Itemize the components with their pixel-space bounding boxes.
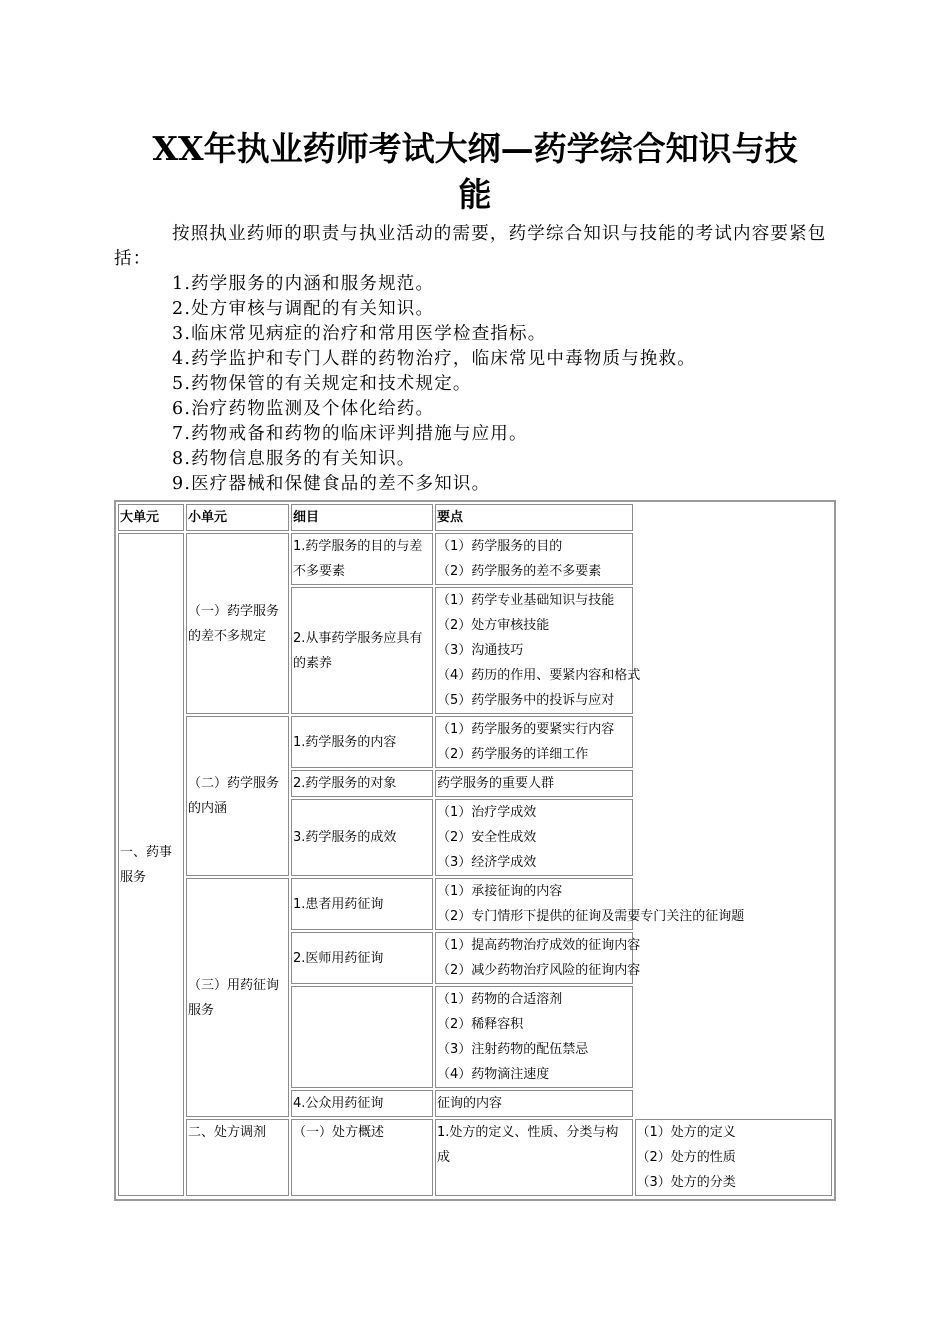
header-cell: 大单元 — [118, 504, 184, 531]
points-cell — [435, 1090, 633, 1117]
points-cell — [435, 799, 633, 876]
unit-cell: 二、处方调剂 — [186, 1119, 289, 1196]
title-line-2: 能 — [458, 175, 492, 214]
point-item: （2）药学服务的差不多要素 — [437, 564, 602, 579]
subunit-cell: （一）处方概述 — [291, 1119, 433, 1196]
point-item: （1）药学服务的目的 — [437, 539, 563, 554]
header-cell: 小单元 — [186, 504, 289, 531]
table-header-row — [118, 504, 832, 531]
detail-cell: 2.医师用药征询 — [291, 932, 433, 984]
table-row — [118, 716, 832, 768]
points-cell — [435, 587, 641, 714]
point-item: （2）稀释容积 — [437, 1017, 524, 1032]
list-item: 9.医疗器械和保健食品的差不多知识。 — [172, 474, 491, 494]
point-item: 征询的内容 — [437, 1096, 503, 1111]
point-item: （3）沟通技巧 — [437, 643, 524, 658]
list-item: 4.药学监护和专门人群的药物治疗，临床常见中毒物质与挽救。 — [172, 349, 696, 369]
list-item: 2.处方审核与调配的有关知识。 — [172, 299, 435, 319]
content-list — [172, 272, 696, 497]
point-item: （2）处方审核技能 — [437, 618, 550, 633]
detail-cell: 1.药学服务的目的与差不多要素 — [291, 533, 433, 585]
detail-cell: 3.药学服务的成效 — [291, 799, 433, 876]
points-cell — [435, 533, 633, 585]
list-item: 6.治疗药物监测及个体化给药。 — [172, 399, 435, 419]
points-cell — [635, 1119, 833, 1196]
detail-cell: 1.处方的定义、性质、分类与构成 — [435, 1119, 633, 1196]
header-cell: 要点 — [435, 504, 633, 531]
point-item: 药学服务的重要人群 — [437, 776, 555, 791]
subunit-cell: （三）用药征询服务 — [186, 878, 289, 1117]
point-item: （2）安全性成效 — [437, 830, 537, 845]
points-cell — [435, 716, 633, 768]
table-row — [118, 878, 832, 930]
list-item: 3.临床常见病症的治疗和常用医学检查指标。 — [172, 324, 547, 344]
subunit-cell: （一）药学服务的差不多规定 — [186, 533, 289, 714]
point-item: （3）注射药物的配伍禁忌 — [437, 1042, 589, 1057]
point-item: （2）专门情形下提供的征询及需要专门关注的征询题 — [437, 909, 745, 924]
detail-cell: 2.药学服务的对象 — [291, 770, 433, 797]
intro-paragraph: 按照执业药师的职责与执业活动的需要，药学综合知识与技能的考试内容要紧包括： — [114, 224, 827, 269]
list-item: 7.药物戒备和药物的临床评判措施与应用。 — [172, 424, 528, 444]
detail-cell: 2.从事药学服务应具有的素养 — [291, 587, 433, 714]
point-item: （2）药学服务的详细工作 — [437, 747, 589, 762]
points-cell — [435, 770, 633, 797]
point-item: （1）药学服务的要紧实行内容 — [437, 722, 615, 737]
list-item: 8.药物信息服务的有关知识。 — [172, 449, 416, 469]
title-line-1: XX年执业药师考试大纲—药学综合知识与技 — [152, 129, 798, 168]
unit-cell: 一、药事服务 — [118, 533, 184, 1196]
header-cell: 细目 — [291, 504, 433, 531]
syllabus-table — [114, 500, 836, 1201]
points-cell — [435, 932, 641, 984]
point-item: （5）药学服务中的投诉与应对 — [437, 693, 615, 708]
page-title — [100, 126, 850, 218]
point-item: （1）承接征询的内容 — [437, 884, 563, 899]
detail-cell: 4.公众用药征询 — [291, 1090, 433, 1117]
list-item: 1.药学服务的内涵和服务规范。 — [172, 274, 435, 294]
table-row — [118, 1119, 832, 1196]
points-cell — [435, 878, 745, 930]
point-item: （1）提高药物治疗成效的征询内容 — [437, 938, 641, 953]
subunit-cell: （二）药学服务的内涵 — [186, 716, 289, 876]
point-item: （1）处方的定义 — [636, 1125, 736, 1140]
point-item: （3）经济学成效 — [437, 855, 537, 870]
point-item: （4）药物滴注速度 — [437, 1067, 550, 1082]
point-item: （2）处方的性质 — [636, 1150, 736, 1165]
detail-cell — [291, 986, 433, 1088]
points-cell — [435, 986, 633, 1088]
point-item: （1）药物的合适溶剂 — [437, 992, 563, 1007]
point-item: （4）药历的作用、要紧内容和格式 — [437, 668, 641, 683]
point-item: （1）治疗学成效 — [437, 805, 537, 820]
list-item: 5.药物保管的有关规定和技术规定。 — [172, 374, 472, 394]
detail-cell: 1.患者用药征询 — [291, 878, 433, 930]
point-item: （2）减少药物治疗风险的征询内容 — [437, 963, 641, 978]
detail-cell: 1.药学服务的内容 — [291, 716, 433, 768]
table-row — [118, 533, 832, 585]
point-item: （1）药学专业基础知识与技能 — [437, 593, 615, 608]
point-item: （3）处方的分类 — [636, 1175, 736, 1190]
